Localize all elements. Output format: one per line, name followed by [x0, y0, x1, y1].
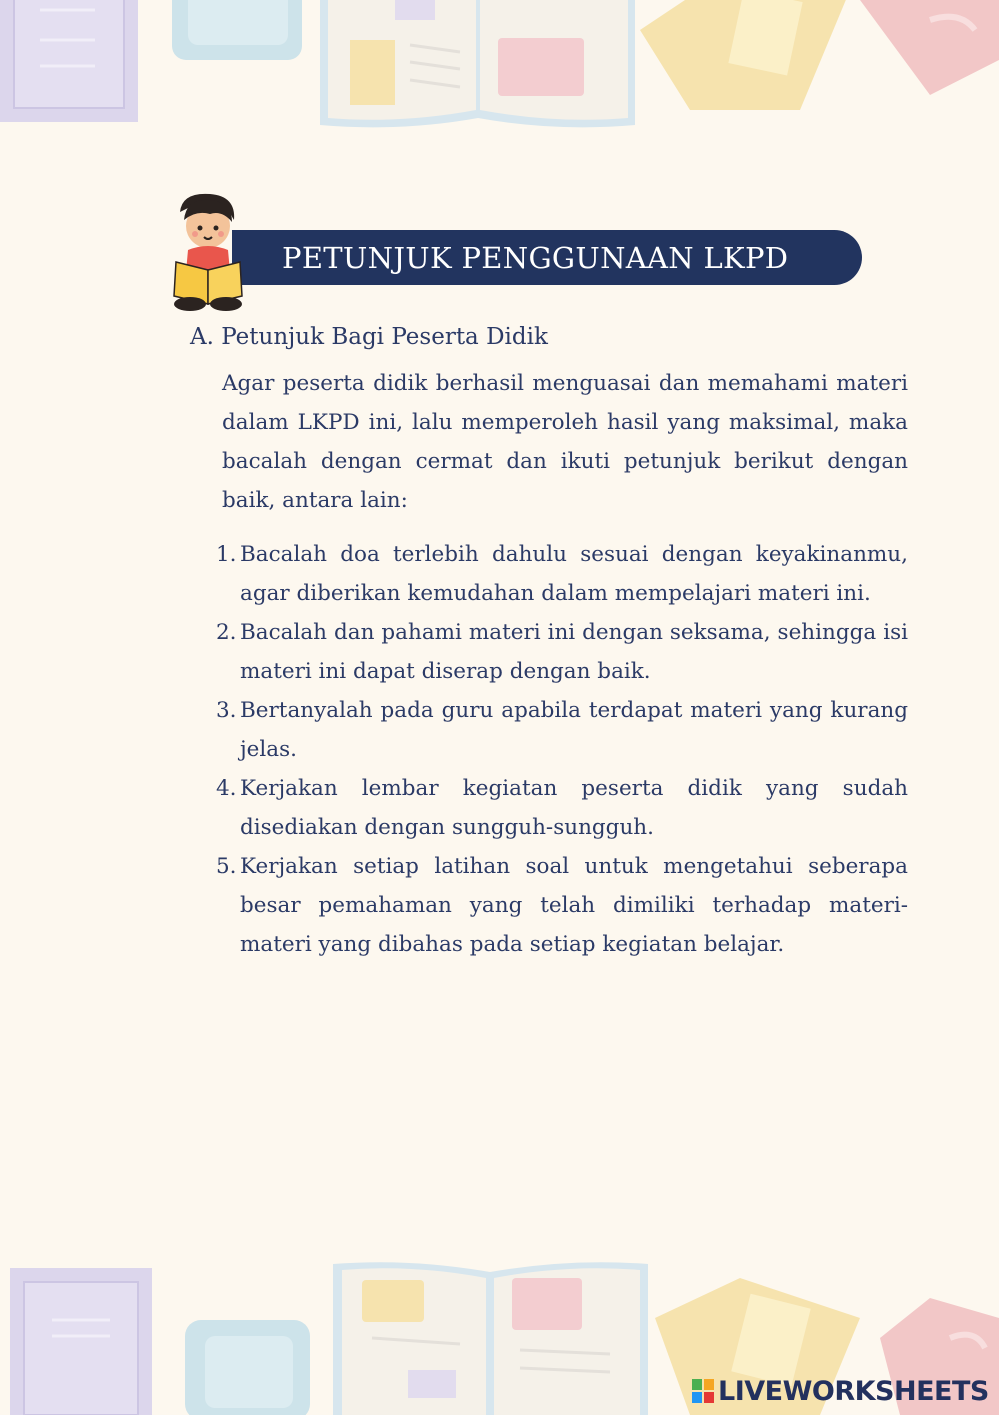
list-item [216, 691, 908, 769]
list-item [216, 847, 908, 964]
list-item-text: Kerjakan setiap latihan soal untuk mengetahui seberapa besar pemahaman yang telah dimiliki terhadap materi-materi yang dibahas pada setiap kegiatan belajar. [240, 854, 908, 957]
intro-paragraph: Agar peserta didik berhasil menguasai dan memahami materi dalam LKPD ini, lalu memperoleh hasil yang maksimal, maka bacalah dengan cermat dan ikuti petunjuk berikut dengan baik, antara lain: [222, 371, 908, 513]
list-item-text: Bacalah dan pahami materi ini dengan seksama, sehingga isi materi ini dapat diserap dengan baik. [240, 620, 908, 684]
list-item-number: 3. [216, 698, 237, 723]
brand-label: LIVEWORKSHEETS [718, 1375, 989, 1407]
top-book-decoration [0, 0, 999, 140]
page-title: PETUNJUK PENGGUNAAN LKPD [282, 240, 789, 275]
list-item-number: 1. [216, 542, 237, 567]
title-banner [232, 230, 862, 285]
list-item [216, 613, 908, 691]
list-item [216, 769, 908, 847]
list-item-number: 4. [216, 776, 237, 801]
instruction-list [216, 535, 908, 964]
liveworksheets-logo-icon [692, 1379, 714, 1403]
list-item [216, 535, 908, 613]
section-heading: A. Petunjuk Bagi Peserta Didik [190, 324, 548, 350]
list-item-text: Bertanyalah pada guru apabila terdapat materi yang kurang jelas. [240, 698, 908, 762]
list-item-text: Bacalah doa terlebih dahulu sesuai dengan keyakinanmu, agar diberikan kemudahan dalam mempelajari materi ini. [240, 542, 908, 606]
list-item-text: Kerjakan lembar kegiatan peserta didik yang sudah disediakan dengan sungguh-sungguh. [240, 776, 908, 840]
reading-child-illustration [170, 192, 250, 314]
list-item-number: 2. [216, 620, 237, 645]
list-item-number: 5. [216, 854, 237, 879]
liveworksheets-brand [692, 1372, 989, 1410]
